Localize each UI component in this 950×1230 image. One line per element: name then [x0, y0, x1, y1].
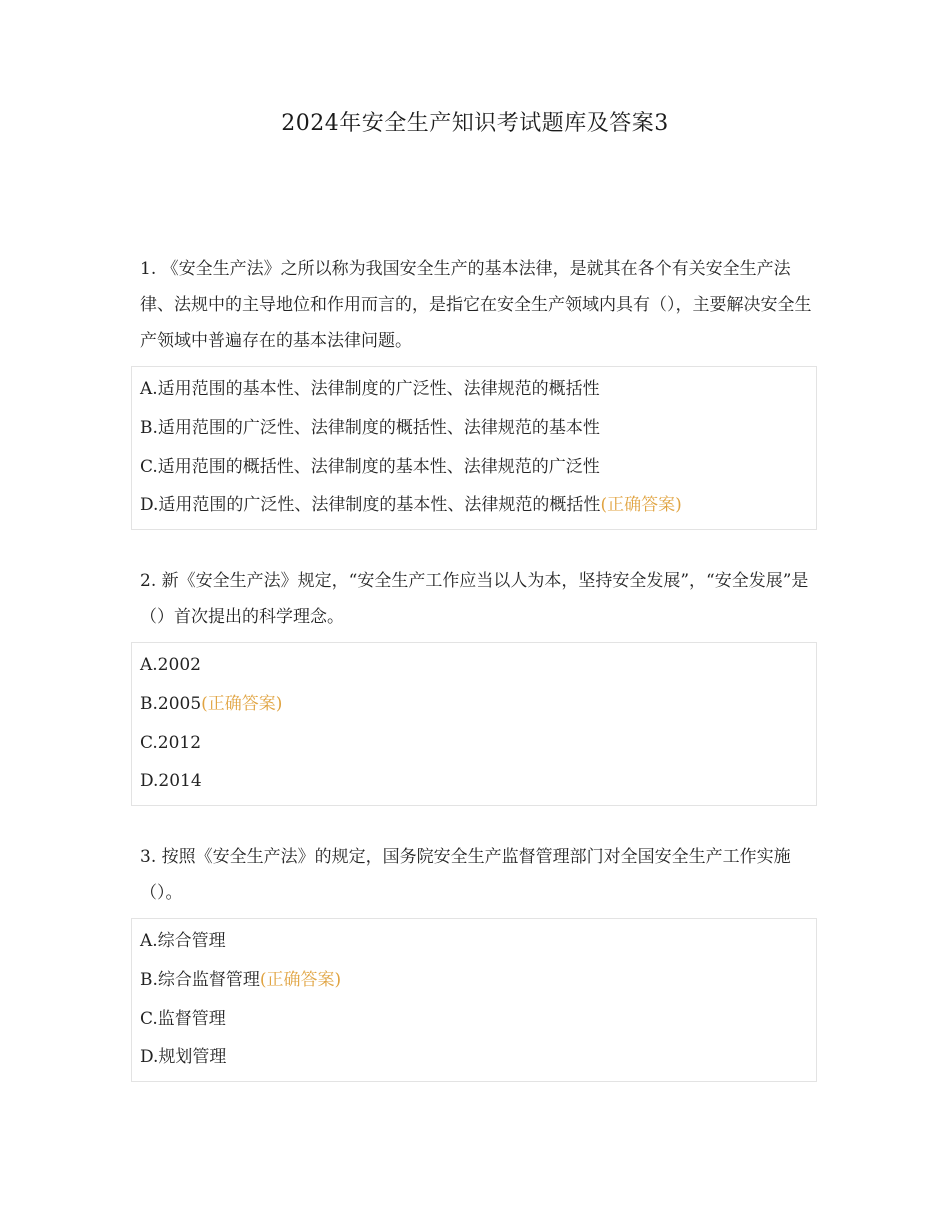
option-text: D.2014 [140, 771, 202, 792]
question-number: 2. [140, 571, 157, 591]
question-3-text [140, 839, 815, 911]
correct-answer-mark: (正确答案) [201, 693, 283, 714]
option-b[interactable] [140, 409, 816, 448]
option-a[interactable] [140, 370, 816, 409]
question-stem: 按照《安全生产法》的规定，国务院安全生产监督管理部门对全国安全生产工作实施（）。 [140, 847, 791, 903]
option-text: A.综合管理 [140, 931, 226, 951]
correct-answer-mark: (正确答案) [600, 495, 682, 516]
option-d[interactable] [140, 1038, 816, 1077]
option-a[interactable] [140, 922, 816, 961]
question-number: 3. [140, 847, 157, 867]
option-d[interactable] [140, 762, 816, 801]
option-text: D.规划管理 [140, 1047, 227, 1068]
option-c[interactable] [140, 448, 816, 487]
question-1 [140, 251, 815, 359]
question-2-options [131, 642, 817, 806]
option-d[interactable] [140, 486, 816, 525]
option-text: B.综合监督管理 [140, 969, 260, 990]
option-text: C.监督管理 [140, 1008, 226, 1029]
question-3 [140, 839, 815, 911]
question-1-options [131, 366, 817, 530]
option-text: B.适用范围的广泛性、法律制度的概括性、法律规范的基本性 [140, 417, 600, 438]
option-text: A.适用范围的基本性、法律制度的广泛性、法律规范的概括性 [140, 379, 600, 399]
option-b[interactable] [140, 685, 816, 724]
option-b[interactable] [140, 961, 816, 1000]
option-c[interactable] [140, 724, 816, 763]
correct-answer-mark: (正确答案) [259, 969, 342, 990]
question-stem: 《安全生产法》之所以称为我国安全生产的基本法律，是就其在各个有关安全生产法律、法规中的主导地位和作用而言的，是指它在安全生产领域内具有（），主要解决安全生产领域中普遍存在的基本法律问题。 [140, 259, 812, 351]
option-text: A.2002 [140, 655, 201, 675]
question-2-text [140, 563, 815, 635]
option-text: B.2005 [140, 693, 202, 714]
option-text: D.适用范围的广泛性、法律制度的基本性、法律规范的概括性 [140, 495, 601, 516]
question-2 [140, 563, 815, 635]
question-3-options [131, 918, 817, 1082]
question-number: 1. [140, 259, 157, 279]
question-1-text [140, 251, 815, 359]
option-a[interactable] [140, 646, 816, 685]
question-stem: 新《安全生产法》规定，“安全生产工作应当以人为本，坚持安全发展”，“安全发展”是（）首次提出的科学理念。 [140, 571, 809, 627]
option-c[interactable] [140, 1000, 816, 1039]
option-text: C.适用范围的概括性、法律制度的基本性、法律规范的广泛性 [140, 456, 600, 477]
option-text: C.2012 [140, 732, 202, 753]
document-title: 2024年安全生产知识考试题库及答案3 [281, 111, 669, 136]
